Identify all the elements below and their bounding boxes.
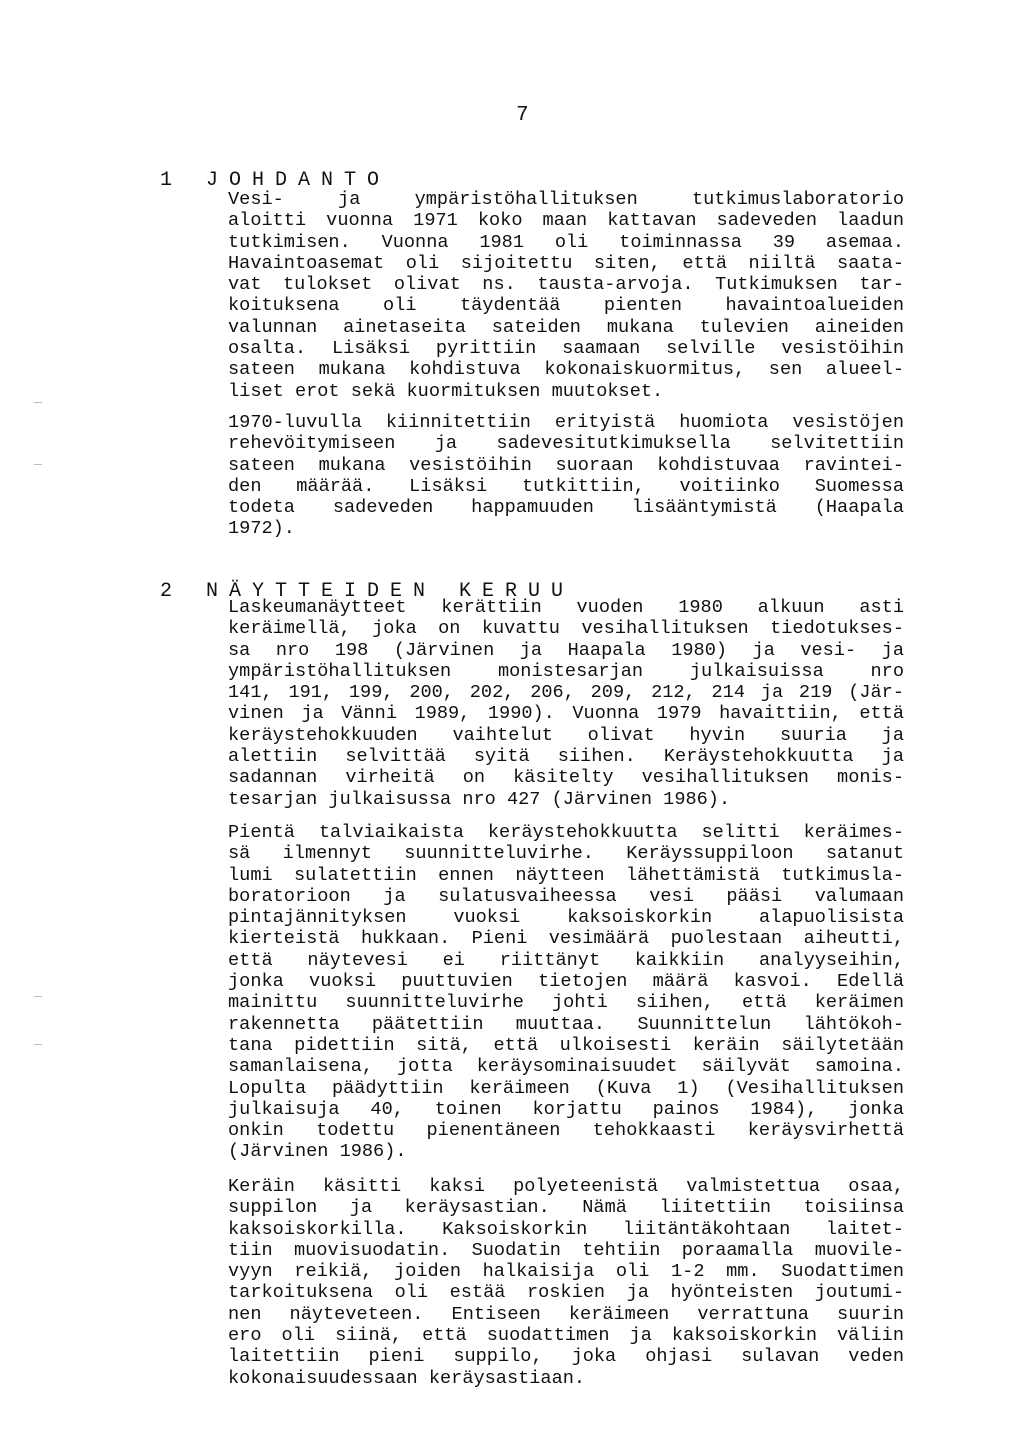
text-line: laitettiin pieni suppilo, joka ohjasi sulavan veden — [228, 1346, 904, 1368]
text-line: sateen mukana vesistöihin suoraan kohdistuvaa ravintei- — [228, 454, 904, 476]
text-line: vyyn reikiä, joiden halkaisija oli 1-2 mm. Suodattimen — [228, 1261, 904, 1283]
text-line: valunnan ainetaseita sateiden mukana tulevien aineiden — [228, 316, 904, 338]
text-line: suppilon ja keräysastian. Nämä liitettiin toisiinsa — [228, 1197, 904, 1219]
text-line: jonka vuoksi puuttuvien tietojen määrä kasvoi. Edellä — [228, 971, 904, 993]
scan-mark — [34, 1044, 42, 1045]
paragraph — [228, 189, 904, 402]
text-line: aloitti vuonna 1971 koko maan kattavan sadeveden laadun — [228, 210, 904, 232]
text-line: julkaisuja 40, toinen korjattu painos 1984), jonka — [228, 1098, 904, 1120]
text-line: tana pidettiin sitä, että ulkoisesti keräin säilytetään — [228, 1034, 904, 1056]
text-line: lumi sulatettiin ennen näytteen lähettämistä tutkimusla- — [228, 864, 904, 886]
paragraph — [228, 597, 904, 810]
text-line: nen näyteveteen. Entiseen keräimeen verrattuna suurin — [228, 1303, 904, 1325]
text-line: rakennetta päätettiin muuttaa. Suunnittelun lähtökoh- — [228, 1013, 904, 1035]
text-line: 141, 191, 199, 200, 202, 206, 209, 212, 214 ja 219 (Jär- — [228, 682, 904, 704]
text-line: sadannan virheitä on käsitelty vesihallituksen monis- — [228, 767, 904, 789]
paragraph — [228, 412, 904, 540]
text-line: kierteistä hukkaan. Pieni vesimäärä puolestaan aiheutti, — [228, 928, 904, 950]
scan-mark — [34, 402, 42, 403]
text-line: Lopulta päädyttiin keräimeen (Kuva 1) (Vesihallituksen — [228, 1077, 904, 1099]
page-number: 7 — [516, 104, 529, 127]
text-line: koituksena oli täydentää pienten havaintoalueiden — [228, 295, 904, 317]
text-line: 1970-luvulla kiinnitettiin erityistä huomiota vesistöjen — [228, 412, 904, 433]
text-line: keräimellä, joka on kuvattu vesihallituksen tiedotukses- — [228, 618, 904, 640]
text-line: vat tulokset olivat ns. tausta-arvoja. Tutkimuksen tar- — [228, 274, 904, 296]
text-line: liset erot sekä kuormituksen muutokset. — [228, 380, 664, 402]
text-line: Keräin käsitti kaksi polyeteenistä valmistettua osaa, — [228, 1176, 904, 1197]
text-line: ero oli siinä, että suodattimen ja kaksoiskorkin väliin — [228, 1325, 904, 1347]
text-line: sateen mukana kohdistuva kokonaiskuormitus, sen alueel- — [228, 359, 904, 381]
text-line: tesarjan julkaisussa nro 427 (Järvinen 1986). — [228, 788, 731, 810]
text-line: Pientä talviaikaista keräystehokkuutta selitti keräimes- — [228, 822, 904, 843]
text-line: todeta sadeveden happamuuden lisääntymistä (Haapala — [228, 497, 904, 519]
text-line: Vesi- ja ympäristöhallituksen tutkimuslaboratorio — [228, 189, 904, 210]
text-line: sa nro 198 (Järvinen ja Haapala 1980) ja vesi- ja — [228, 639, 904, 661]
text-line: samanlaisena, jotta keräysominaisuudet säilyvät samoina. — [228, 1056, 904, 1078]
text-line: kokonaisuudessaan keräysastiaan. — [228, 1367, 586, 1389]
text-line: alettiin selvittää syitä siihen. Keräystehokkuutta ja — [228, 746, 904, 768]
text-line: Havaintoasemat oli sijoitettu siten, että niiltä saata- — [228, 252, 904, 274]
paragraph — [228, 822, 904, 1163]
section-number: 2 — [160, 580, 173, 603]
scan-mark — [34, 996, 42, 997]
text-line: (Järvinen 1986). — [228, 1141, 407, 1163]
text-line: vinen ja Vänni 1989, 1990). Vuonna 1979 havaittiin, että — [228, 703, 904, 725]
text-line: tarkoituksena oli estää roskien ja hyönteisten joutumi- — [228, 1282, 904, 1304]
text-line: rehevöitymiseen ja sadevesitutkimuksella selvitettiin — [228, 433, 904, 455]
section-title: NÄYTTEIDEN KERUU — [206, 580, 575, 603]
text-line: 1972). — [228, 518, 295, 540]
text-line: mainittu suunnitteluvirhe johti siihen, että keräimen — [228, 992, 904, 1014]
paragraph — [228, 1176, 904, 1389]
text-line: boratorioon ja sulatusvaiheessa vesi pääsi valumaan — [228, 885, 904, 907]
text-line: osalta. Lisäksi pyrittiin saamaan selville vesistöihin — [228, 338, 904, 360]
text-line: Laskeumanäytteet kerättiin vuoden 1980 alkuun asti — [228, 597, 904, 618]
text-line: onkin todettu pienentäneen tehokkaasti keräysvirhettä — [228, 1120, 904, 1142]
text-line: den määrää. Lisäksi tutkittiin, voitiinko Suomessa — [228, 475, 904, 497]
text-line: pintajännityksen vuoksi kaksoiskorkin alapuolisista — [228, 907, 904, 929]
text-line: kaksoiskorkilla. Kaksoiskorkin liitäntäkohtaan laitet- — [228, 1218, 904, 1240]
text-line: tutkimisen. Vuonna 1981 oli toiminnassa 39 asemaa. — [228, 231, 904, 253]
section-number: 1 — [160, 169, 173, 192]
text-line: ympäristöhallituksen monistesarjan julkaisuissa nro — [228, 660, 904, 682]
text-line: että näytevesi ei riittänyt kaikkiin analyyseihin, — [228, 949, 904, 971]
scan-mark — [34, 464, 42, 465]
text-line: tiin muovisuodatin. Suodatin tehtiin poraamalla muovile- — [228, 1239, 904, 1261]
text-line: keräystehokkuuden vaihtelut olivat hyvin suuria ja — [228, 724, 904, 746]
text-line: sä ilmennyt suunnitteluvirhe. Keräyssuppiloon satanut — [228, 843, 904, 865]
section-title: JOHDANTO — [206, 169, 391, 192]
